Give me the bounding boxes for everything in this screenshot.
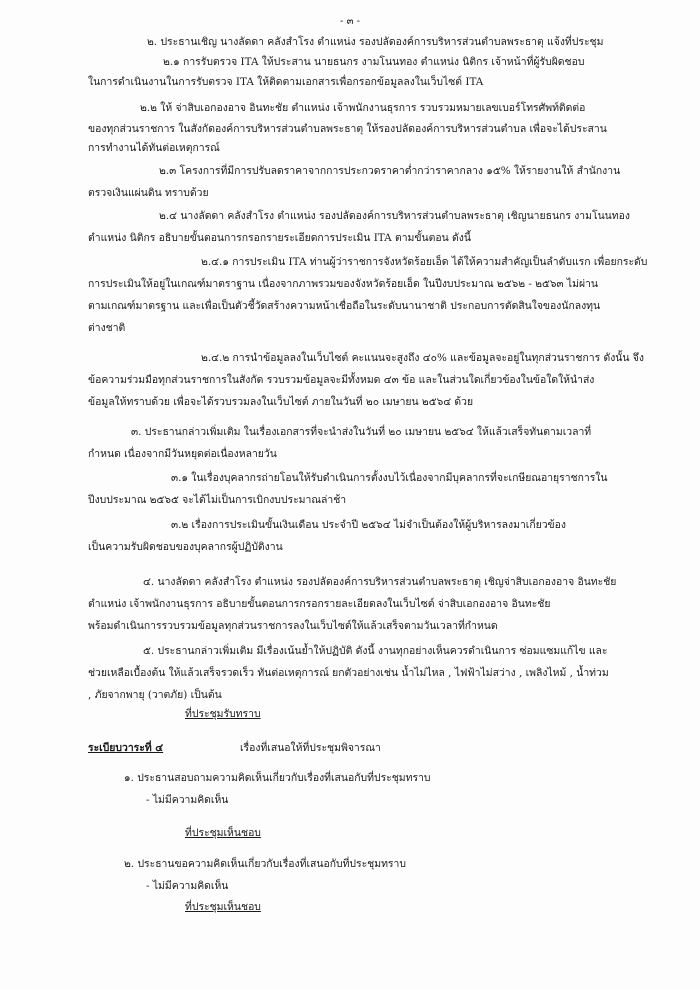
para-2-3-line2: ตรวจเงินแผ่นดิน ทราบด้วย	[88, 187, 209, 199]
agenda-4-item-1-response: - ไม่มีความคิดเห็น	[146, 794, 229, 806]
para-2-4-2-line3: ข้อมูลให้ทราบด้วย เพื่อจะได้รวบรวมลงในเว็บไซต์ ภายในวันที่ ๒๐ เมษายน ๒๕๖๔ ด้วย	[88, 396, 474, 408]
para-5-line2: ช่วยเหลือเบื้องต้น ให้แล้วเสร็จรวดเร็ว ทันต่อเหตุการณ์ ยกตัวอย่างเช่น น้ำไม่ไหล , ไฟฟ้าไม่สว่าง , เพลิงไหม้ , น้ำท่วม	[88, 667, 609, 679]
para-2-2-line1: ๒.๒ ให้ จ่าสิบเอกองอาจ อินทะชัย ตำแหน่ง เจ้าพนักงานธุรการ รวบรวมหมายเลขเบอร์โทรศัพท์ติดต่อ	[140, 102, 586, 114]
agenda-4-heading: ระเบียบวาระที่ ๔	[88, 742, 164, 754]
para-2-4-2-line2: ข้อความร่วมมือทุกส่วนราชการในสังกัด รวบรวมข้อมูลจะมีทั้งหมด ๔๓ ข้อ และในส่วนใดเกี่ยวข้องในข้อใดให้นำส่ง	[88, 374, 595, 386]
resolution-approved-1: ที่ประชุมเห็นชอบ	[185, 827, 261, 839]
para-5-line3: , ภัยจากพายุ (วาตภัย) เป็นต้น	[88, 689, 222, 701]
para-2-4-line2: ตำแหน่ง นิติกร อธิบายขั้นตอนการกรอกรายระเอียดการประเมิน ITA ตามขั้นตอน ดังนี้	[88, 232, 471, 244]
agenda-4-item-1: ๑. ประธานสอบถามความคิดเห็นเกี่ยวกับเรื่องที่เสนอกับที่ประชุมทราบ	[124, 772, 431, 784]
para-2-1-line1: ๒.๑ การรับตรวจ ITA ให้ประสาน นายธนกร งามโนนทอง ตำแหน่ง นิติกร เจ้าหน้าที่ผู้รับผิดชอบ	[163, 56, 585, 68]
para-4-line1: ๔. นางลัดดา คลังสำโรง ตำแหน่ง รองปลัดองค์การบริหารส่วนตำบลพระธาตุ เชิญจ่าสิบเอกองอาจ อินทะชัย	[143, 576, 617, 588]
para-2-3-line1: ๒.๓ โครงการที่มีการปรับลดราคาจากการประกวดราคาต่ำกว่าราคากลาง ๑๕% ให้รายงานให้ สำนักงาน	[159, 165, 621, 177]
para-3-line2: กำหนด เนื่องจากมีวันหยุดต่อเนื่องหลายวัน	[88, 448, 277, 460]
para-2-intro: ๒. ประธานเชิญ นางลัดดา คลังสำโรง ตำแหน่ง รองปลัดองค์การบริหารส่วนตำบลพระธาตุ แจ้งที่ประชุม	[147, 36, 604, 48]
para-2-4-1-line2: การประเมินให้อยู่ในเกณฑ์มาตราฐาน เนื่องจากภาพรวมของจังหวัดร้อยเอ็ด ในปีงบประมาณ ๒๕๖๒ - ๒๕๖๓ ไม่ผ่าน	[88, 278, 598, 290]
para-3-2-line1: ๓.๒ เรื่องการประเมินขั้นเงินเดือน ประจำปี ๒๕๖๔ ไม่จำเป็นต้องให้ผู้บริหารลงมาเกี่ยวข้อง	[171, 519, 566, 531]
agenda-4-item-2: ๒. ประธานขอความคิดเห็นเกี่ยวกับเรื่องที่เสนอกับที่ประชุมทราบ	[124, 858, 406, 870]
para-3-1-line2: ปีงบประมาณ ๒๕๖๕ จะได้ไม่เป็นการเบิกงบประมาณล่าช้า	[88, 494, 347, 506]
para-2-4-1-line3: ตามเกณฑ์มาตรฐาน และเพื่อเป็นตัวชี้วัดสร้างความหน้าเชื่อถือในระดับนานาชาติ ประกอบการตัดสินใจของนักลงทุน	[88, 300, 601, 312]
resolution-approved-2: ที่ประชุมเห็นชอบ	[185, 901, 261, 913]
para-2-4-1-line4: ต่างชาติ	[88, 322, 126, 334]
para-3-line1: ๓. ประธานกล่าวเพิ่มเติม ในเรื่องเอกสารที่จะนำส่งในวันที่ ๒๐ เมษายน ๒๕๖๔ ให้แล้วเสร็จทันตามเวลาที่	[131, 426, 592, 438]
para-2-2-line2: ของทุกส่วนราชการ ในสังกัดองค์การบริหารส่วนตำบลพระธาตุ ให้รองปลัดองค์การบริหารส่วนตำบล เพื่อจะได้ประสาน	[88, 123, 607, 135]
para-4-line3: พร้อมดำเนินการรวบรวมข้อมูลทุกส่วนราชการลงในเว็บไซต์ให้แล้วเสร็จตามวันเวลาที่กำหนด	[88, 620, 498, 632]
resolution-acknowledged: ที่ประชุมรับทราบ	[185, 708, 261, 720]
para-2-4-1-line1: ๒.๔.๑ การประเมิน ITA ท่านผู้ว่าราชการจังหวัดร้อยเอ็ด ได้ให้ความสำคัญเป็นลำดับแรก เพื่อยกระดับ	[201, 256, 648, 268]
agenda-4-title: เรื่องที่เสนอให้ที่ประชุมพิจารณา	[240, 742, 381, 754]
para-5-line1: ๕. ประธานกล่าวเพิ่มเติม มีเรื่องเน้นย้ำให้ปฏิบัติ ดังนี้ งานทุกอย่างเห็นควรดำเนินการ ซ่อมแซมแก้ไข และ	[143, 645, 608, 657]
para-2-4-2-line1: ๒.๔.๒ การนำข้อมูลลงในเว็บไซต์ คะแนนจะสูงถึง ๔๐% และข้อมูลจะอยู่ในทุกส่วนราชการ ดังนั้น จึง	[201, 352, 644, 364]
para-3-2-line2: เป็นความรับผิดชอบของบุคลากรผู้ปฏิบัติงาน	[88, 541, 283, 553]
page-number: - ๓ -	[340, 16, 360, 27]
para-3-1-line1: ๓.๑ ในเรื่องบุคลากรถ่ายโอนให้รับดำเนินการตั้งงบไว้เนื่องจากมีบุคลากรที่จะเกษียณอายุราชการใน	[171, 472, 608, 484]
para-2-4-line1: ๒.๔ นางลัดดา คลังสำโรง ตำแหน่ง รองปลัดองค์การบริหารส่วนตำบลพระธาตุ เชิญนายธนกร งามโนนทอง	[159, 210, 630, 222]
agenda-4-item-2-response: - ไม่มีความคิดเห็น	[146, 880, 229, 892]
para-2-1-line2: ในการดำเนินงานในการรับตรวจ ITA ให้ติดตามเอกสารเพื่อกรอกข้อมูลลงในเว็บไซต์ ITA	[88, 76, 484, 88]
para-4-line2: ตำแหน่ง เจ้าพนักงานธุรการ อธิบายขั้นตอนการกรอกรายละเอียดลงในเว็บไซต์ จ่าสิบเอกองอาจ อินทะชัย	[88, 598, 551, 610]
para-2-2-line3: การทำงานได้ทันต่อเหตุการณ์	[88, 142, 220, 154]
